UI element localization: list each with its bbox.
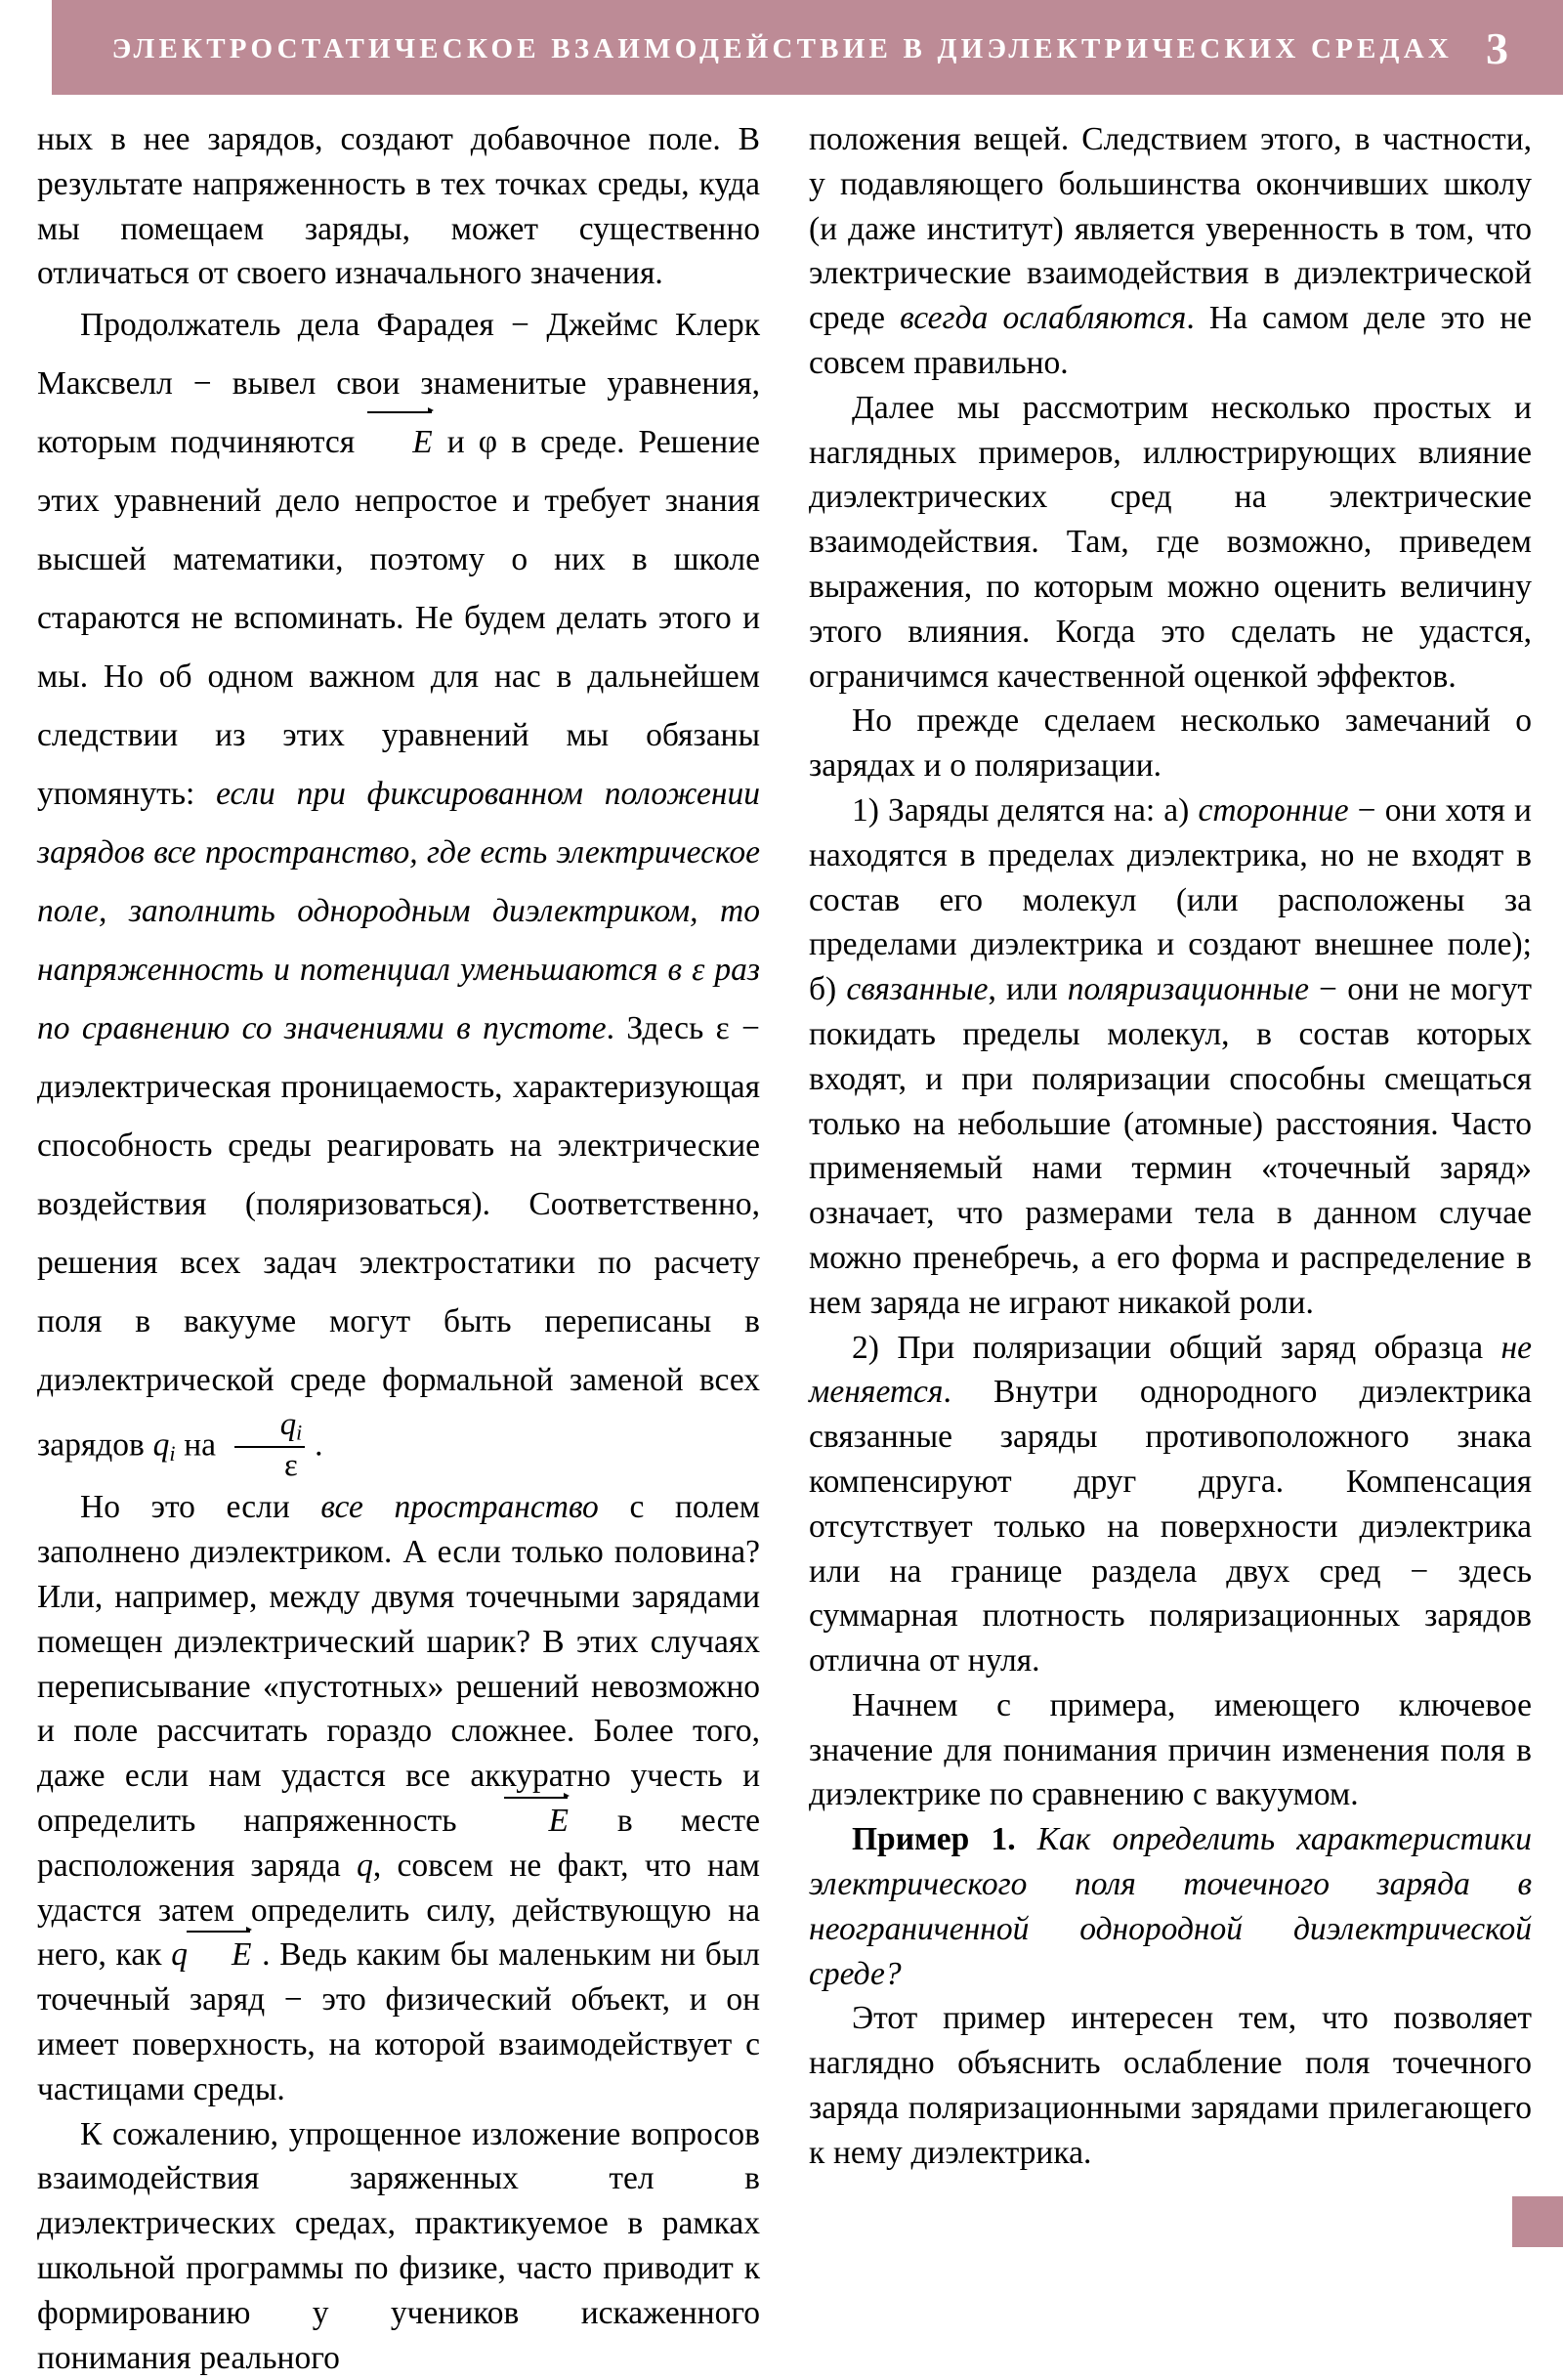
text-run: − они хотя и находятся в пределах диэлектрика, но не входят в состав его молекул (или расположены за пределами диэлектрика и создают внешнее поле); б) — [809, 791, 1532, 1008]
paragraph: Но прежде сделаем несколько замечаний о зарядах и о поляризации. — [809, 702, 1532, 785]
text-run: Но это если — [80, 1489, 321, 1526]
fraction-numerator — [231, 1408, 309, 1446]
paragraph — [809, 117, 1532, 386]
italic-run: сторонние — [1198, 791, 1349, 829]
italic-run: поляризационные — [1067, 971, 1309, 1008]
text-run: с полем заполнено диэлектриком. А если только половина? Или, например, между двумя точечными зарядами помещен диэлектрический шарик? В этих случаях переписывание «пустотных» решений невозможно и поле рассчитать гораздо сложнее. Более того, даже если нам удастся все аккуратно учесть и определить напряженность — [37, 1489, 760, 1840]
text-run: . Здесь ε − диэлектрическая проницаемость, характеризующая способность среды реагировать на электрические воздействия (поляризоваться). Соответственно, решения всех задач электростатики по расчету поля в вакууме могут быть переписаны в диэлектрической среде формальной заменой всех зарядов — [37, 1010, 760, 1464]
fraction-denominator: ε — [234, 1446, 305, 1483]
paragraph: Начнем с примера, имеющего ключевое значение для понимания причин изменения поля в диэлектрике по сравнению с вакуумом. — [809, 1686, 1532, 1813]
header-title: ЭЛЕКТРОСТАТИЧЕСКОЕ ВЗАИМОДЕЙСТВИЕ В ДИЭЛЕКТРИЧЕСКИХ СРЕДАХ — [111, 33, 1453, 64]
running-header — [52, 0, 1563, 95]
text-run: , совсем не факт, что нам удастся затем определить силу, действующую на него, как — [37, 1847, 760, 1974]
text-run: 1) Заряды делятся на: а) — [852, 791, 1199, 829]
left-text-column — [37, 117, 761, 2376]
text-run: . На самом деле это не совсем правильно. — [809, 300, 1532, 381]
text-run: − они не могут покидать пределы молекул, в состав которых входят, и при поляризации способны смещаться только на небольшие (атомные) расстояния. Часто применяемый нами термин «точечный заряд» означает, что размерами тела в данном случае можно пренебречь, а его форма и распределение в нем заряда не играют никакой роли. — [809, 971, 1532, 1321]
text-run: в месте расположения заряда — [37, 1803, 760, 1884]
paragraph — [809, 788, 1532, 1326]
page-number: 3 — [1486, 22, 1508, 73]
two-column-body — [0, 95, 1563, 2376]
italic-run: всегда ослабляются — [900, 300, 1187, 337]
vector-e-symbol: E — [188, 1933, 252, 1977]
fraction-numerator-sub: i — [296, 1421, 303, 1445]
text-run: , или — [988, 971, 1068, 1008]
vector-e-symbol: E — [368, 413, 433, 472]
right-text-column — [809, 117, 1532, 2247]
italic-run: все пространство — [320, 1489, 599, 1526]
math-variable-q: q — [152, 1426, 170, 1464]
paragraph-example-1 — [809, 1817, 1532, 1996]
text-run: . Ведь каким бы маленьким ни был точечный заряд − это физический объект, и он имеет поверхность, на которой взаимодействует с частицами среды. — [37, 1936, 761, 2107]
italic-run: не меняется — [809, 1329, 1532, 1411]
text-run: . — [315, 1426, 323, 1464]
example-question: Как определить характеристики электрического поля точечного заряда в неограниченной однородной диэлектрической среде? — [809, 1821, 1532, 1992]
italic-run: связанные — [846, 971, 989, 1008]
paragraph — [37, 296, 760, 1485]
example-label: Пример 1. — [852, 1821, 1016, 1858]
paragraph — [809, 1326, 1532, 1683]
fraction-numerator-var: q — [279, 1407, 297, 1443]
paragraph: К сожалению, упрощенное изложение вопросов взаимодействия заряженных тел в диэлектрических средах, практикуемое в рамках школьной программы по физике, часто приводит к формированию у учеников искаженного понимания реального — [37, 2115, 760, 2376]
math-subscript-i: i — [169, 1441, 176, 1466]
italic-run: если при фиксированном положении зарядов все пространство, где есть электрическое поле, заполнить однородным диэлектриком, то напряженность и потенциал уменьшаются в ε раз по сравнению со значениями в пустоте — [37, 776, 760, 1047]
text-run: 2) При поляризации общий заряд образца — [852, 1329, 1501, 1366]
fraction-qi-over-epsilon — [231, 1408, 309, 1483]
text-run: на — [175, 1426, 225, 1464]
text-run: и φ в среде. Решение этих уравнений дело непростое и требует знания высшей математики, поэтому о них в школе стараются не вспоминать. Не будем делать этого и мы. Но об одном важном для нас в дальнейшем следствии из этих уравнений мы обязаны упомянуть: — [37, 424, 760, 813]
paragraph: ных в нее зарядов, создают добавочное поле. В результате напряженность в тех точках среды, куда мы помещаем заряды, может существенно отличаться от своего изначального значения. — [37, 121, 760, 292]
text-run: Продолжатель дела Фарадея − Джеймс Клерк Максвелл − вывел свои знаменитые уравнения, которым подчиняются — [37, 307, 760, 461]
math-variable-q: q — [171, 1936, 188, 1974]
math-variable-q: q — [357, 1847, 373, 1884]
paragraph — [37, 1485, 760, 2111]
corner-marker — [1512, 2196, 1563, 2247]
paragraph: Этот пример интересен тем, что позволяет наглядно объяснить ослабление поля точечного заряда поляризационными зарядами прилегающего к нему диэлектрика. — [809, 2000, 1532, 2171]
text-run: . Внутри однородного диэлектрика связанные заряды противоположного знака компенсируют друг друга. Компенсация отсутствует только на поверхности диэлектрика или на границе раздела двух сред − здесь суммарная плотность поляризационных зарядов отлична от нуля. — [809, 1374, 1532, 1679]
paragraph: Далее мы рассмотрим несколько простых и наглядных примеров, иллюстрирующих влияние диэлектрических сред на электрические взаимодействия. Там, где возможно, приведем выражения, по которым можно оценить величину этого влияния. Когда это сделать не удастся, ограничимся качественной оценкой эффектов. — [809, 389, 1532, 695]
vector-e-symbol: E — [505, 1799, 570, 1844]
text-run: положения вещей. Следствием этого, в частности, у подавляющего большинства окончивших школу (и даже институт) является уверенность в том, что электрические взаимодействия в диэлектрической среде — [809, 121, 1532, 337]
